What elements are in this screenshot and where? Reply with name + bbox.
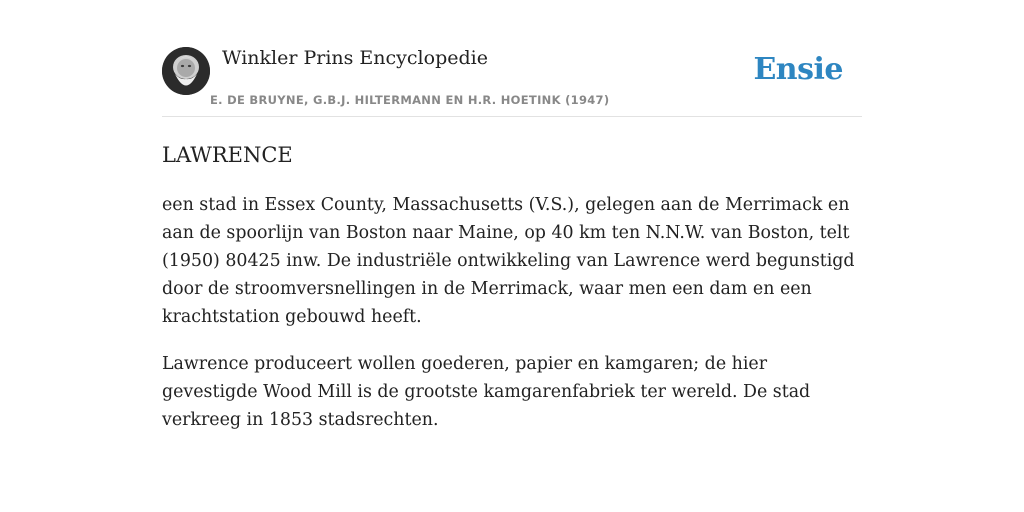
entry-paragraph: een stad in Essex County, Massachusetts (V.S.), gelegen aan de Merrimack en aan de spoorlijn van Boston naar Maine, op 40 km ten N.N.W. van Boston, telt (1950) 80425 inw. De industriële ontwikkeling van Lawrence werd begunstigd door de stroomversnellingen in de Merrimack, waar men een dam en een krachtstation gebouwd heeft. <box>162 195 855 327</box>
source-header <box>162 46 862 117</box>
entry-title: LAWRENCE <box>162 143 293 167</box>
source-authors: E. DE BRUYNE, G.B.J. HILTERMANN EN H.R. HOETINK (1947) <box>210 93 610 107</box>
portrait-avatar-icon <box>162 47 210 95</box>
source-title[interactable]: Winkler Prins Encyclopedie <box>222 47 488 69</box>
article <box>162 140 862 453</box>
ensie-logo[interactable]: Ensie <box>753 52 843 87</box>
entry-paragraph: Lawrence produceert wollen goederen, papier en kamgaren; de hier gevestigde Wood Mill is de grootste kamgarenfabriek ter wereld. De stad verkreeg in 1853 stadsrechten. <box>162 354 811 430</box>
author-avatar[interactable] <box>162 47 210 95</box>
entry-body <box>162 191 862 434</box>
